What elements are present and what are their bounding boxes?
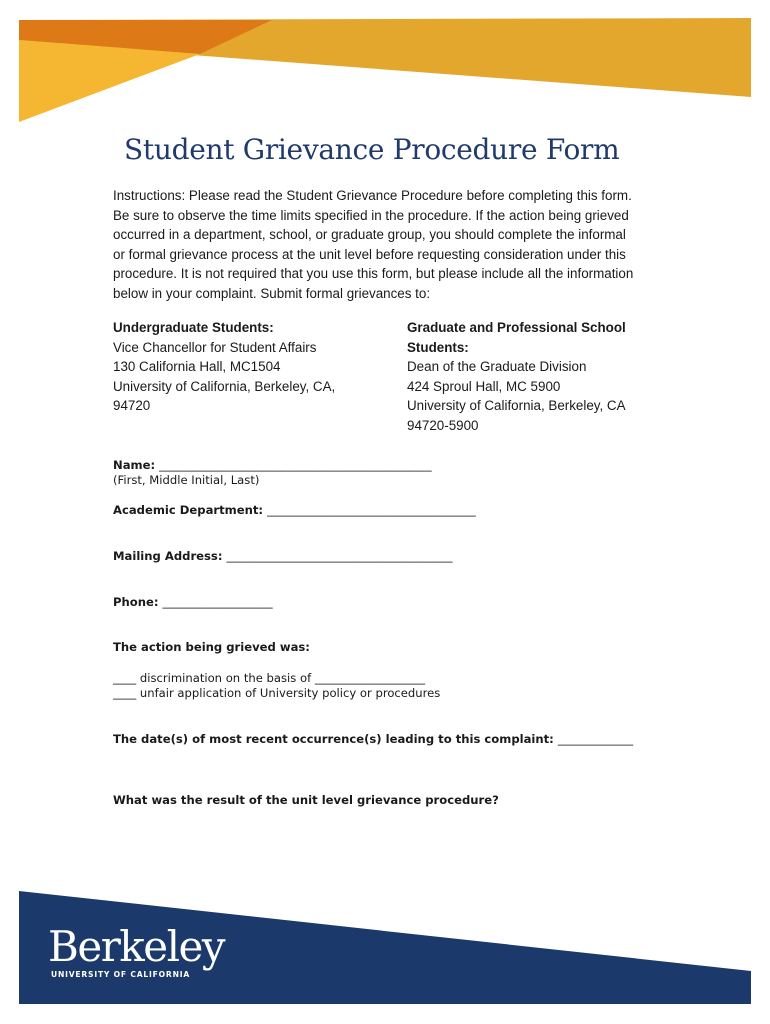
graduate-heading: Students:	[407, 339, 469, 355]
phone-blank[interactable]: ___________________	[162, 595, 273, 609]
graduate-address-line: Dean of the Graduate Division	[407, 359, 587, 375]
undergraduate-address-line: 130 California Hall, MC1504	[113, 359, 281, 375]
action-option-discrimination	[113, 671, 425, 686]
graduate-address-block	[407, 318, 667, 436]
phone-label: Phone:	[113, 595, 163, 609]
graduate-address-line: 424 Sproul Hall, MC 5900	[407, 378, 561, 394]
instructions-line: below in your complaint. Submit formal grievances to:	[113, 285, 431, 301]
occurrence-date-label: The date(s) of most recent occurrence(s) leading to this complaint:	[113, 732, 558, 746]
graduate-heading: Graduate and Professional School	[407, 320, 626, 335]
undergraduate-heading: Undergraduate Students:	[113, 320, 274, 335]
instructions-line: or formal grievance process at the unit level before requesting consideration under this	[113, 246, 626, 262]
banner-yellow-wedge	[19, 40, 200, 122]
undergraduate-address-line: University of California, Berkeley, CA,	[113, 378, 336, 394]
berkeley-logo: Berkeley	[48, 922, 225, 971]
occurrence-date-blank[interactable]: _____________	[557, 732, 634, 746]
option-discrimination-blank[interactable]: ____	[113, 671, 137, 685]
header-banner	[0, 0, 770, 130]
graduate-address-line: University of California, Berkeley, CA	[407, 398, 626, 414]
department-field	[113, 503, 476, 518]
action-heading: The action being grieved was:	[113, 640, 310, 654]
mailing-address-label: Mailing Address:	[113, 549, 227, 563]
name-label: Name:	[113, 458, 160, 472]
department-blank[interactable]: ____________________________________	[267, 503, 476, 517]
department-label: Academic Department:	[113, 503, 268, 517]
berkeley-logo-subtitle: UNIVERSITY OF CALIFORNIA	[51, 970, 191, 979]
option-discrimination-text: discrimination on the basis of ___________________	[136, 671, 426, 685]
undergraduate-address-block	[113, 318, 373, 416]
mailing-address-blank[interactable]: _______________________________________	[226, 549, 453, 563]
page-title: Student Grievance Procedure Form	[124, 133, 620, 166]
option-policy-blank[interactable]: ____	[113, 686, 137, 700]
name-hint: (First, Middle Initial, Last)	[113, 473, 260, 487]
undergraduate-address-line: 94720	[113, 398, 151, 414]
instructions-line: Be sure to observe the time limits specified in the procedure. If the action being grieved	[113, 207, 629, 223]
result-question: What was the result of the unit level grievance procedure?	[113, 793, 499, 807]
phone-field	[113, 595, 273, 610]
option-policy-text: unfair application of University policy or procedures	[136, 686, 441, 700]
action-option-policy	[113, 686, 440, 701]
instructions-line: occurred in a department, school, or graduate group, you should complete the informal	[113, 227, 626, 243]
instructions-paragraph	[113, 186, 658, 304]
occurrence-date-field	[113, 732, 633, 747]
mailing-address-field	[113, 549, 453, 564]
instructions-line: procedure. It is not required that you use this form, but please include all the information	[113, 266, 634, 282]
graduate-address-line: 94720-5900	[407, 417, 479, 433]
instructions-line: Instructions: Please read the Student Grievance Procedure before completing this form.	[113, 188, 632, 203]
name-field	[113, 458, 432, 473]
undergraduate-address-line: Vice Chancellor for Student Affairs	[113, 339, 317, 355]
name-blank[interactable]: _______________________________________________	[159, 458, 432, 472]
